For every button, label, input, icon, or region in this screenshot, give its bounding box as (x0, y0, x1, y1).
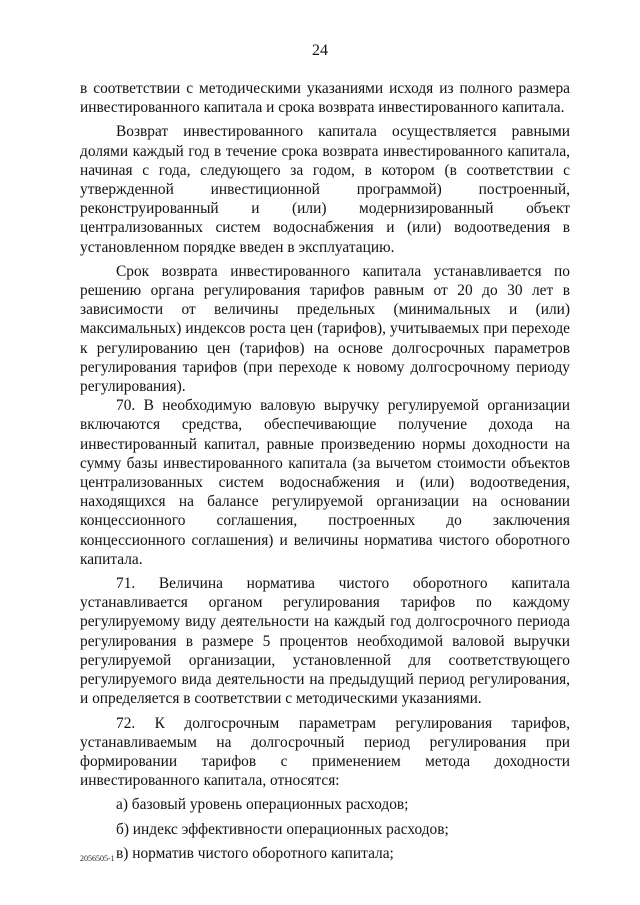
paragraph-clause-72: 72. К долгосрочным параметрам регулирования тарифов, устанавливаемым на долгосрочный период регулирования при формировании тарифов с применением метода доходности инвестированного капитала, относятся: (80, 714, 570, 790)
paragraph-clause-70: 70. В необходимую валовую выручку регулируемой организации включаются средства, обеспечивающие получение дохода на инвестированный капитал, равные произведению нормы доходности на сумму базы инвестированного капитала (за вычетом стоимости объектов централизованных систем водоснабжения и (или) водоотведения, находящихся на балансе регулируемой организации на основании концессионного соглашения, построенных до заключения концессионного соглашения) и величины норматива чистого оборотного капитала. (80, 397, 570, 568)
paragraph-return-term: Срок возврата инвестированного капитала устанавливается по решению органа регулирования тарифов равным от 20 до 30 лет в зависимости от величины предельных (минимальных и (или) максимальных) индексов роста цен (тарифов), учитываемых при переходе к регулированию цен (тарифов) на основе долгосрочных параметров регулирования тарифов (при переходе к новому долгосрочному периоду регулирования). (80, 262, 570, 396)
list-item-a: а) базовый уровень операционных расходов; (116, 796, 409, 814)
paragraph-capital-return: Возврат инвестированного капитала осуществляется равными долями каждый год в течение срока возврата инвестированного капитала, начиная с года, следующего за годом, в котором (в соответствии с утвержденной инвестиционной программой) построенный, реконструированный и (или) модернизированный объект централизованных систем водоснабжения и (или) водоотведения в установленном порядке введен в эксплуатацию. (80, 123, 570, 256)
list-item-v: в) норматив чистого оборотного капитала; (116, 844, 394, 862)
footer-document-code: 2056505-1 (80, 854, 115, 863)
list-item-b: б) индекс эффективности операционных расходов; (116, 820, 449, 838)
paragraph-continuation: в соответствии с методическими указаниями исходя из полного размера инвестированного капитала и срока возврата инвестированного капитала. (80, 80, 570, 117)
paragraph-clause-71: 71. Величина норматива чистого оборотного капитала устанавливается органом регулирования тарифов по каждому регулируемому виду деятельности на каждый год долгосрочного периода регулирования в размере 5 процентов необходимой валовой выручки регулируемой организации, установленной для соответствующего регулируемого вида деятельности на предыдущий период регулирования, и определяется в соответствии с методическими указаниями. (80, 575, 570, 708)
document-body (80, 79, 570, 863)
page-number: 24 (312, 42, 328, 59)
